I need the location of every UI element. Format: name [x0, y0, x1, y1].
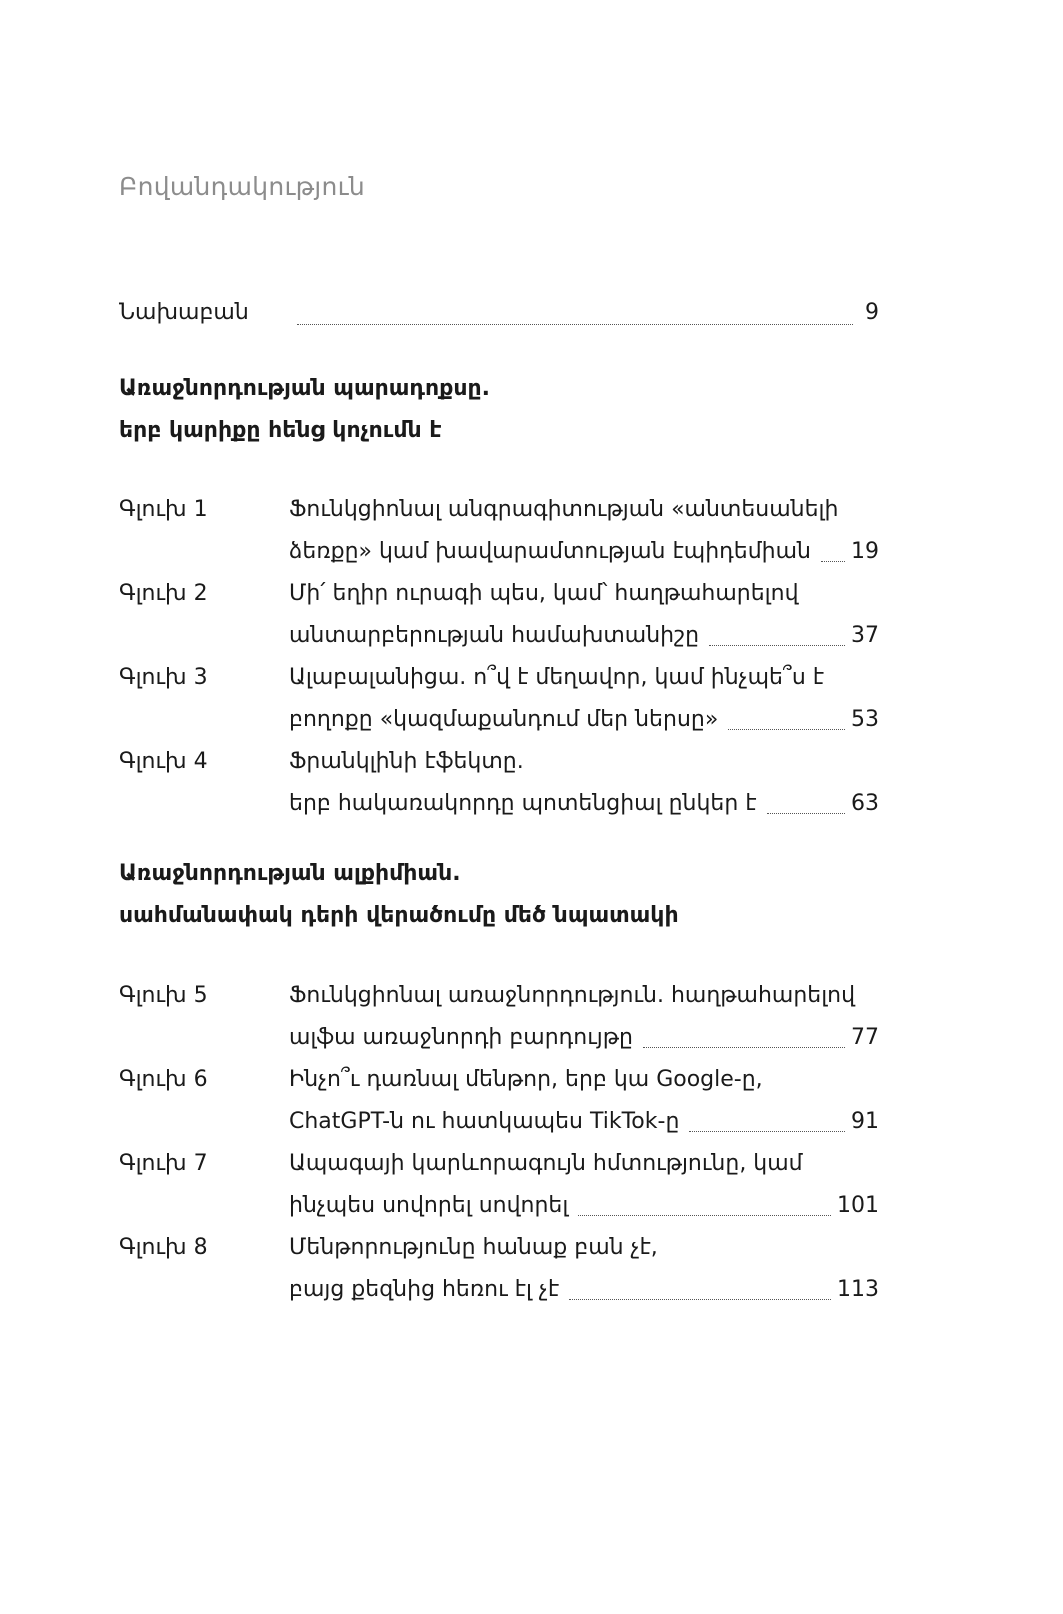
dot-leader: [578, 1214, 831, 1216]
dot-leader: [821, 560, 845, 562]
dot-leader: [689, 1130, 845, 1132]
chapter-number: Գլուխ 2: [119, 581, 208, 606]
chapter-page-number: 91: [851, 1109, 879, 1134]
chapter-page-number: 113: [837, 1277, 879, 1302]
toc-entry-chapter-1: [119, 489, 879, 573]
dot-leader: [709, 644, 845, 646]
chapter-title-line1: Ինչո՞ւ դառնալ մենթոր, երբ կա Google-ը,: [289, 1067, 763, 1092]
preface-label: Նախաբան: [119, 300, 249, 325]
toc-entry-chapter-2: [119, 573, 879, 657]
chapter-page-number: 37: [851, 623, 879, 648]
chapter-title-line2: ChatGPT-ն ու հատկապես TikTok-ը: [289, 1109, 680, 1134]
chapter-title-line1: Ֆունկցիոնալ անգրագիտության «անտեսանելի: [289, 497, 839, 522]
chapter-number: Գլուխ 7: [119, 1151, 208, 1176]
chapter-number: Գլուխ 8: [119, 1235, 208, 1260]
chapter-title-line2: ալֆա առաջնորդի բարդույթը: [289, 1025, 633, 1050]
chapter-title-line1: Մենթորությունը հանաք բան չէ,: [289, 1235, 658, 1260]
chapter-title-line2: բողոքը «կազմաքանդում մեր ներսը»: [289, 707, 719, 732]
chapter-title-line1: Մի՛ եղիր ուրագի պես, կամ՝ հաղթահարելով: [289, 581, 799, 606]
toc-entry-preface: [119, 300, 879, 332]
chapter-title-line1: Ալաբալանիցա. ո՞վ է մեղավոր, կամ ինչպե՞ս է: [289, 665, 825, 690]
chapter-title-line2: երբ հակառակորդը պոտենցիալ ընկեր է: [289, 791, 757, 816]
toc-entry-chapter-4: [119, 741, 879, 825]
chapter-page-number: 63: [851, 791, 879, 816]
chapter-title-line2: բայց քեզնից հեռու էլ չէ: [289, 1277, 560, 1302]
part-title-line: երբ կարիքը հենց կոչումն է: [119, 418, 442, 443]
chapter-list-part-1: [119, 489, 879, 825]
toc-entry-chapter-3: [119, 657, 879, 741]
chapter-page-number: 77: [851, 1025, 879, 1050]
part-title-line: Առաջնորդության պարադոքսը.: [119, 376, 490, 401]
chapter-page-number: 19: [851, 539, 879, 564]
dot-leader: [569, 1298, 831, 1300]
chapter-number: Գլուխ 1: [119, 497, 208, 522]
chapter-page-number: 53: [851, 707, 879, 732]
part-title-line: Առաջնորդության ալքիմիան.: [119, 861, 461, 886]
chapter-number: Գլուխ 3: [119, 665, 208, 690]
chapter-number: Գլուխ 5: [119, 983, 208, 1008]
toc-entry-chapter-5: [119, 975, 879, 1059]
dot-leader: [728, 728, 845, 730]
chapter-list-part-2: [119, 975, 879, 1311]
chapter-title-line1: Ֆրանկլինի էֆեկտը.: [289, 749, 524, 774]
part-title-1: [119, 368, 490, 452]
dot-leader: [643, 1046, 845, 1048]
page-title: Բովանդակություն: [119, 172, 365, 201]
toc-entry-chapter-8: [119, 1227, 879, 1311]
preface-page-number: 9: [865, 300, 879, 325]
dot-leader: [767, 812, 845, 814]
chapter-title-line2: ինչպես սովորել սովորել: [289, 1193, 569, 1218]
chapter-title-line1: Ապագայի կարևորագույն հմտությունը, կամ: [289, 1151, 803, 1176]
chapter-title-line1: Ֆունկցիոնալ առաջնորդություն. հաղթահարելով: [289, 983, 856, 1008]
chapter-title-line2: անտարբերության համախտանիշը: [289, 623, 700, 648]
chapter-number: Գլուխ 6: [119, 1067, 208, 1092]
toc-entry-chapter-6: [119, 1059, 879, 1143]
chapter-number: Գլուխ 4: [119, 749, 208, 774]
part-title-2: [119, 853, 679, 937]
dot-leader: [297, 324, 853, 325]
chapter-page-number: 101: [837, 1193, 879, 1218]
toc-entry-chapter-7: [119, 1143, 879, 1227]
part-title-line: սահմանափակ դերի վերածումը մեծ նպատակի: [119, 903, 679, 928]
chapter-title-line2: ձեռքը» կամ խավարամտության էպիդեմիան: [289, 539, 811, 564]
